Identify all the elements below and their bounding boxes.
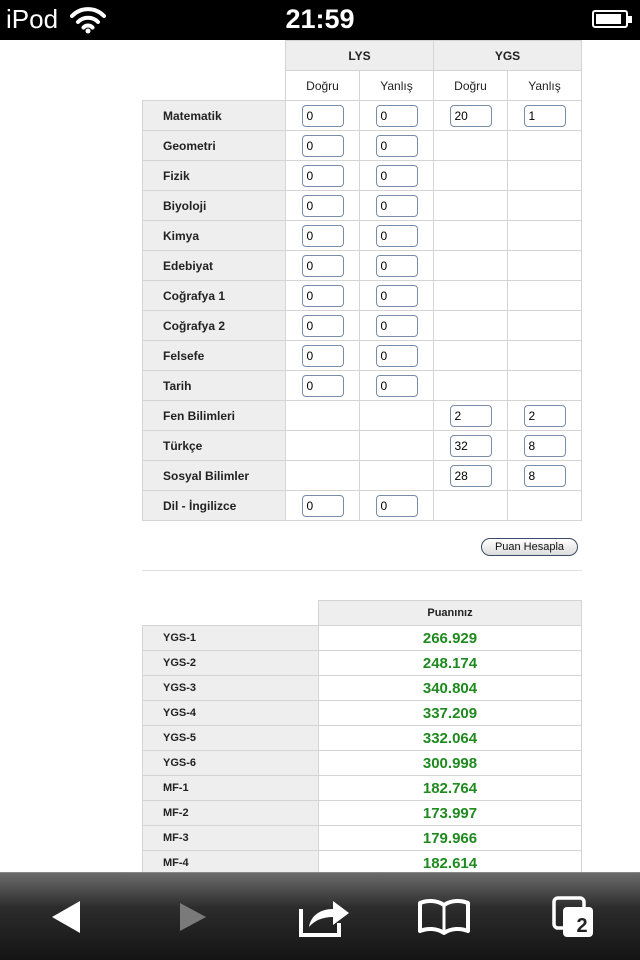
- table-row: [143, 826, 582, 851]
- score-type-label: MF-1: [143, 776, 319, 801]
- subheader-lys-correct: Doğru: [286, 71, 360, 101]
- forward-button[interactable]: [162, 891, 222, 943]
- ygs-correct-input[interactable]: [450, 105, 492, 127]
- table-row: [143, 131, 582, 161]
- subject-label: Tarih: [143, 371, 286, 401]
- empty-cell: [434, 161, 508, 191]
- lys-wrong-input[interactable]: [376, 315, 418, 337]
- score-value: 248.174: [319, 651, 582, 676]
- subject-label: Kimya: [143, 221, 286, 251]
- table-row: [143, 851, 582, 873]
- lys-correct-input[interactable]: [302, 495, 344, 517]
- group-header-lys: LYS: [286, 41, 434, 71]
- lys-wrong-input[interactable]: [376, 495, 418, 517]
- table-row: [143, 251, 582, 281]
- empty-cell: [508, 191, 582, 221]
- ygs-correct-input[interactable]: [450, 465, 492, 487]
- lys-correct-input[interactable]: [302, 375, 344, 397]
- empty-cell: [508, 221, 582, 251]
- score-value: 173.997: [319, 801, 582, 826]
- empty-cell: [508, 311, 582, 341]
- table-row: [143, 726, 582, 751]
- subject-label: Sosyal Bilimler: [143, 461, 286, 491]
- table-row: [143, 431, 582, 461]
- lys-wrong-input[interactable]: [376, 225, 418, 247]
- empty-cell: [508, 161, 582, 191]
- ygs-correct-input[interactable]: [450, 405, 492, 427]
- score-type-label: YGS-5: [143, 726, 319, 751]
- subject-label: Geometri: [143, 131, 286, 161]
- ygs-wrong-input[interactable]: [524, 405, 566, 427]
- score-type-label: MF-3: [143, 826, 319, 851]
- empty-cell: [434, 191, 508, 221]
- table-row: [143, 341, 582, 371]
- table-row: [143, 401, 582, 431]
- empty-cell: [508, 131, 582, 161]
- table-row: [143, 651, 582, 676]
- empty-cell: [434, 281, 508, 311]
- ygs-wrong-input[interactable]: [524, 435, 566, 457]
- empty-cell: [434, 221, 508, 251]
- subject-label: Felsefe: [143, 341, 286, 371]
- share-icon: [297, 895, 351, 939]
- empty-cell: [360, 461, 434, 491]
- lys-wrong-input[interactable]: [376, 105, 418, 127]
- bookmarks-button[interactable]: [414, 891, 474, 943]
- score-value: 179.966: [319, 826, 582, 851]
- group-header-ygs: YGS: [434, 41, 582, 71]
- lys-wrong-input[interactable]: [376, 165, 418, 187]
- subject-label: Türkçe: [143, 431, 286, 461]
- tab-count: 2: [576, 915, 588, 937]
- empty-cell: [508, 491, 582, 521]
- table-row: [143, 701, 582, 726]
- tabs-button[interactable]: [544, 891, 604, 943]
- empty-cell: [508, 341, 582, 371]
- table-row: [143, 461, 582, 491]
- subject-label: Dil - İngilizce: [143, 491, 286, 521]
- table-row: [143, 491, 582, 521]
- lys-wrong-input[interactable]: [376, 135, 418, 157]
- back-arrow-icon: [46, 897, 86, 937]
- table-row: [143, 161, 582, 191]
- browser-toolbar: [0, 872, 640, 960]
- lys-wrong-input[interactable]: [376, 375, 418, 397]
- lys-correct-input[interactable]: [302, 105, 344, 127]
- results-header: Puanınız: [319, 601, 582, 626]
- empty-cell: [434, 341, 508, 371]
- score-value: 337.209: [319, 701, 582, 726]
- status-bar: [0, 0, 640, 40]
- subject-label: Fizik: [143, 161, 286, 191]
- score-type-label: MF-2: [143, 801, 319, 826]
- subject-label: Edebiyat: [143, 251, 286, 281]
- share-button[interactable]: [294, 891, 354, 943]
- empty-cell: [508, 251, 582, 281]
- table-row: [143, 281, 582, 311]
- bookmarks-icon: [417, 897, 471, 937]
- subheader-lys-wrong: Yanlış: [360, 71, 434, 101]
- ygs-wrong-input[interactable]: [524, 465, 566, 487]
- empty-cell: [508, 371, 582, 401]
- lys-correct-input[interactable]: [302, 315, 344, 337]
- empty-cell: [434, 251, 508, 281]
- subject-label: Coğrafya 2: [143, 311, 286, 341]
- lys-correct-input[interactable]: [302, 135, 344, 157]
- section-divider: [142, 570, 582, 571]
- empty-cell: [360, 401, 434, 431]
- table-row: [143, 626, 582, 651]
- subject-label: Fen Bilimleri: [143, 401, 286, 431]
- empty-cell: [360, 431, 434, 461]
- subheader-ygs-correct: Doğru: [434, 71, 508, 101]
- empty-cell: [434, 311, 508, 341]
- lys-wrong-input[interactable]: [376, 345, 418, 367]
- score-value: 340.804: [319, 676, 582, 701]
- table-row: [143, 191, 582, 221]
- battery-icon: [592, 10, 628, 28]
- score-input-table: [142, 40, 582, 521]
- empty-cell: [434, 371, 508, 401]
- lys-correct-input[interactable]: [302, 255, 344, 277]
- table-row: [143, 221, 582, 251]
- lys-correct-input[interactable]: [302, 165, 344, 187]
- table-row: [143, 676, 582, 701]
- table-row: [143, 751, 582, 776]
- lys-wrong-input[interactable]: [376, 195, 418, 217]
- lys-correct-input[interactable]: [302, 285, 344, 307]
- table-row: [143, 371, 582, 401]
- ygs-wrong-input[interactable]: [524, 105, 566, 127]
- lys-wrong-input[interactable]: [376, 255, 418, 277]
- score-type-label: YGS-6: [143, 751, 319, 776]
- subject-label: Matematik: [143, 101, 286, 131]
- table-row: [143, 101, 582, 131]
- clock: 21:59: [285, 4, 355, 34]
- subheader-ygs-wrong: Yanlış: [508, 71, 582, 101]
- lys-correct-input[interactable]: [302, 225, 344, 247]
- back-button[interactable]: [36, 891, 96, 943]
- empty-cell: [508, 281, 582, 311]
- lys-correct-input[interactable]: [302, 345, 344, 367]
- results-table: [142, 600, 582, 872]
- score-type-label: YGS-2: [143, 651, 319, 676]
- score-value: 300.998: [319, 751, 582, 776]
- score-type-label: YGS-4: [143, 701, 319, 726]
- empty-cell: [286, 461, 360, 491]
- web-content[interactable]: [0, 40, 640, 872]
- score-type-label: YGS-1: [143, 626, 319, 651]
- table-row: [143, 311, 582, 341]
- subject-label: Coğrafya 1: [143, 281, 286, 311]
- subject-label: Biyoloji: [143, 191, 286, 221]
- empty-cell: [434, 491, 508, 521]
- score-value: 182.764: [319, 776, 582, 801]
- table-row: [143, 801, 582, 826]
- score-value: 266.929: [319, 626, 582, 651]
- lys-correct-input[interactable]: [302, 195, 344, 217]
- score-value: 182.614: [319, 851, 582, 873]
- empty-cell: [286, 431, 360, 461]
- score-value: 332.064: [319, 726, 582, 751]
- score-type-label: MF-4: [143, 851, 319, 873]
- ygs-correct-input[interactable]: [450, 435, 492, 457]
- forward-arrow-icon: [172, 897, 212, 937]
- empty-cell: [286, 401, 360, 431]
- lys-wrong-input[interactable]: [376, 285, 418, 307]
- calculate-score-button[interactable]: Puan Hesapla: [481, 538, 578, 556]
- empty-cell: [434, 131, 508, 161]
- table-row: [143, 776, 582, 801]
- score-type-label: YGS-3: [143, 676, 319, 701]
- carrier-label: iPod: [6, 4, 59, 34]
